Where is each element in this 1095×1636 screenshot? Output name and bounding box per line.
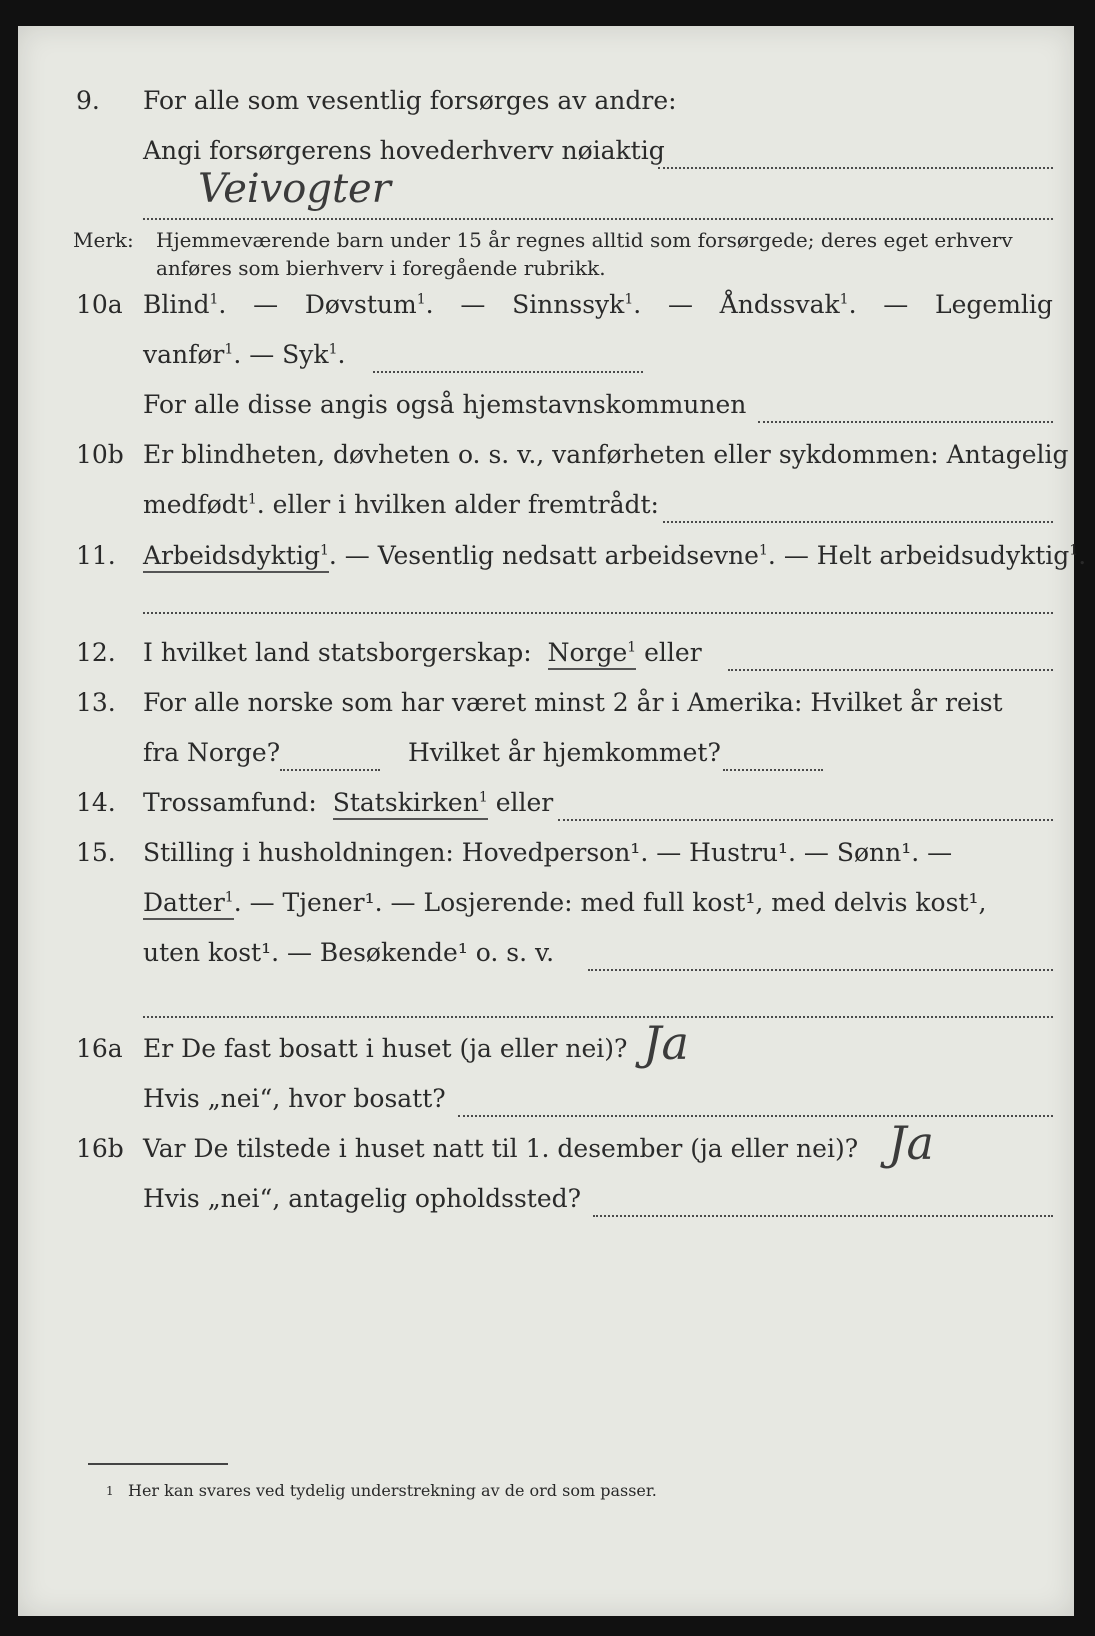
merk-text2: anføres som bierhverv i foregående rubrikk. <box>156 256 606 280</box>
q13-fra-norge: fra Norge? <box>143 738 281 767</box>
q10b-medfodt: medfødt$^1$. eller i hvilken alder fremtrådt: <box>143 490 659 519</box>
q11-number: 11. <box>76 541 116 570</box>
dash: — <box>253 290 279 319</box>
q12-underlined-norge: Norge$^1$ <box>548 638 637 670</box>
footnote-text: Her kan svares ved tydelig understrekning av de ord som passer. <box>128 1481 657 1500</box>
q10b-number: 10b <box>76 440 124 469</box>
q15-fill-line <box>588 969 1053 971</box>
q13-text: For alle norske som har været minst 2 år i Amerika: Hvilket år reist <box>143 688 1003 717</box>
q16b-handwritten-answer: Ja <box>888 1116 934 1170</box>
q16b-fill-line <box>593 1215 1053 1217</box>
q9-prompt: Angi forsørgerens hovederhverv nøiaktig <box>143 136 665 165</box>
q15-number: 15. <box>76 838 116 867</box>
q10a-number: 10a <box>76 290 123 319</box>
q11-options: Arbeidsdyktig$^1$. — Vesentlig nedsatt arbeidsevne$^1$. — Helt arbeidsudyktig$^1$. <box>143 541 1086 571</box>
q12-text: I hvilket land statsborgerskap: Norge$^1$ eller <box>143 638 702 668</box>
q13-number: 13. <box>76 688 116 717</box>
q10b-text: Er blindheten, døvheten o. s. v., vanførheten eller sykdommen: Antagelig <box>143 440 1069 469</box>
q10a-hjemstavn: For alle disse angis også hjemstavnskommunen <box>143 390 747 419</box>
q16a-text: Er De fast bosatt i huset (ja eller nei)? <box>143 1034 628 1063</box>
q12-number: 12. <box>76 638 116 667</box>
q16a-handwritten-answer: Ja <box>643 1016 689 1070</box>
q9-number: 9. <box>76 86 100 115</box>
opt-blind: Blind$^1$. <box>143 290 227 319</box>
q13-hjem-line <box>723 769 823 771</box>
q13-hjemkommet: Hvilket år hjemkommet? <box>408 738 721 767</box>
dash: — <box>667 290 693 319</box>
q12-fill-line <box>728 669 1053 671</box>
form-page <box>18 26 1087 1616</box>
footnote-mark: 1 <box>106 1484 114 1498</box>
q13-fra-line <box>280 769 380 771</box>
q9-handwritten-answer: Veivogter <box>198 166 391 212</box>
q14-fill-line <box>558 819 1053 821</box>
dash: — <box>460 290 486 319</box>
q9-answer-line <box>143 218 1053 220</box>
q16b-text: Var De tilstede i huset natt til 1. desember (ja eller nei)? <box>143 1134 859 1163</box>
opt-dovstum: Døvstum$^1$. <box>304 290 434 319</box>
q15-underlined-datter: Datter$^1$ <box>143 888 234 920</box>
q14-underlined-statskirken: Statskirken$^1$ <box>333 788 488 820</box>
q10a-vanfor-syk: vanfør$^1$. — Syk$^1$. <box>143 340 346 369</box>
opt-legemlig: Legemlig <box>935 290 1053 319</box>
q14-text: Trossamfund: Statskirken$^1$ eller <box>143 788 553 818</box>
q9-fill-line <box>658 167 1053 169</box>
opt-sinnssyk: Sinnssyk$^1$. <box>512 290 642 319</box>
q11-underlined-arbeidsdyktig: Arbeidsdyktig$^1$ <box>143 541 329 573</box>
q10b-fill-line <box>663 521 1053 523</box>
q14-number: 14. <box>76 788 116 817</box>
merk-text1: Hjemmeværende barn under 15 år regnes alltid som forsørgede; deres eget erhverv <box>156 228 1013 252</box>
q16a-fill-line <box>458 1115 1053 1117</box>
q9-text: For alle som vesentlig forsørges av andre: <box>143 86 677 115</box>
merk-label: Merk: <box>73 228 134 252</box>
dash: — <box>883 290 909 319</box>
q10a-options <box>143 290 1053 320</box>
q10a-syk-line <box>373 371 643 373</box>
q10a-hjemstavn-line <box>758 421 1053 423</box>
footnote-rule <box>88 1463 228 1465</box>
q16a-text2: Hvis „nei“, hvor bosatt? <box>143 1084 446 1113</box>
q15-answer-line <box>143 1016 1053 1018</box>
q16b-text2: Hvis „nei“, antagelig opholdssted? <box>143 1184 582 1213</box>
q15-text1: Stilling i husholdningen: Hovedperson¹. — Hustru¹. — Sønn¹. — <box>143 838 953 867</box>
q16b-number: 16b <box>76 1134 124 1163</box>
q11-fill-line <box>143 612 1053 614</box>
q15-text2: Datter$^1$. — Tjener¹. — Losjerende: med full kost¹, med delvis kost¹, <box>143 888 986 918</box>
q15-text3: uten kost¹. — Besøkende¹ o. s. v. <box>143 938 555 967</box>
q16a-number: 16a <box>76 1034 123 1063</box>
opt-andssvak: Åndssvak$^1$. <box>719 290 857 319</box>
